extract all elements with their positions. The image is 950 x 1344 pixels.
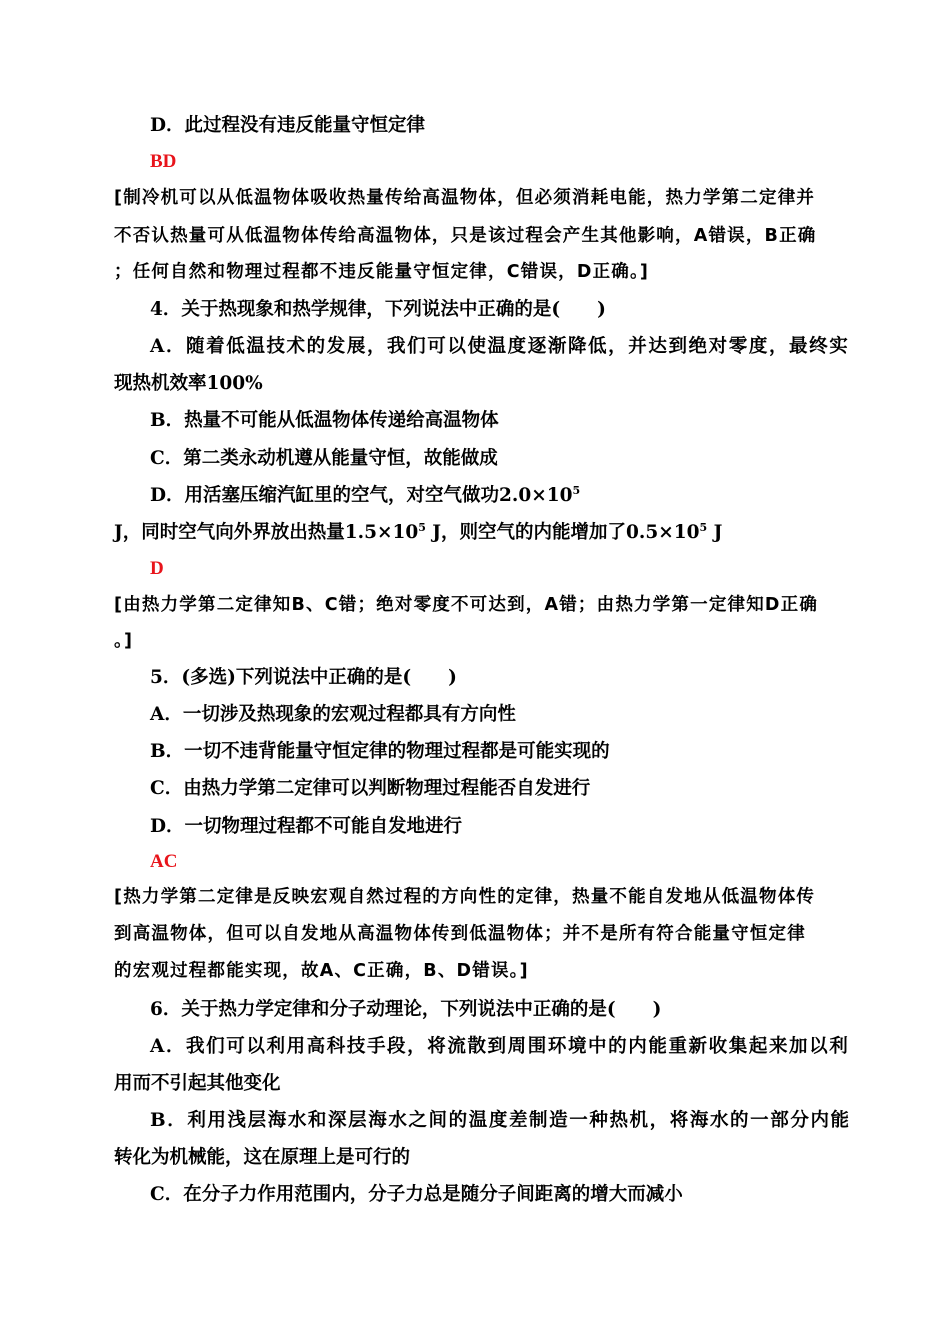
- q4-option-a-line-2: 现热机效率100%: [114, 373, 263, 394]
- q3-option-d: D．此过程没有违反能量守恒定律: [150, 115, 426, 136]
- q5-option-d: D．一切物理过程都不可能自发地进行: [150, 816, 463, 837]
- q3-answer: BD: [150, 151, 177, 172]
- q3-explanation-line-1: [制冷机可以从低温物体吸收热量传给高温物体，但必须消耗电能，热力学第二定律并: [114, 188, 816, 208]
- q4-explanation-line-1: [由热力学第二定律知B、C错；绝对零度不可达到，A错；由热力学第一定律知D正确: [114, 595, 819, 615]
- q5-option-b: B．一切不违背能量守恒定律的物理过程都是可能实现的: [150, 741, 610, 762]
- q5-option-a: A．一切涉及热现象的宏观过程都具有方向性: [150, 704, 516, 725]
- q5-stem: 5．(多选)下列说法中正确的是( ): [150, 667, 457, 688]
- q6-option-c: C．在分子力作用范围内，分子力总是随分子间距离的增大而减小: [150, 1184, 683, 1205]
- q6-option-a-line-2: 用而不引起其他变化: [114, 1073, 281, 1094]
- q5-explanation-line-3: 的宏观过程都能实现，故A、C正确，B、D错误。]: [114, 961, 529, 981]
- q4-option-c: C．第二类永动机遵从能量守恒，故能做成: [150, 448, 498, 469]
- q4-option-d-line-2: [114, 520, 834, 546]
- q4-option-d-energy-exponent: 5: [699, 521, 708, 534]
- q4-answer: D: [150, 558, 164, 579]
- q5-option-c: C．由热力学第二定律可以判断物理过程能否自发进行: [150, 778, 591, 799]
- q5-explanation-line-2: 到高温物体，但可以自发地从高温物体传到低温物体；并不是所有符合能量守恒定律: [114, 924, 806, 944]
- q6-option-a-line-1: A．我们可以利用高科技手段，将流散到周围环境中的内能重新收集起来加以利: [150, 1036, 850, 1057]
- q4-stem: 4．关于热现象和热学规律，下列说法中正确的是( ): [150, 299, 606, 320]
- q4-option-d-heat-exponent: 5: [418, 521, 426, 534]
- q6-option-b-line-1: B．利用浅层海水和深层海水之间的温度差制造一种热机，将海水的一部分内能: [150, 1110, 851, 1131]
- q4-option-d-energy-text: J，则空气的内能增加了0.5×10: [425, 522, 700, 543]
- q3-explanation-line-3: ；任何自然和物理过程都不违反能量守恒定律，C错误，D正确。]: [114, 262, 650, 282]
- q4-option-d-text: D．用活塞压缩汽缸里的空气，对空气做功2.0×10: [150, 485, 573, 506]
- q5-explanation-line-1: [热力学第二定律是反映宏观自然过程的方向性的定律，热量不能自发地从低温物体传: [114, 887, 816, 907]
- q5-answer: AC: [150, 851, 178, 872]
- q4-option-d-unit: J: [707, 522, 723, 543]
- q4-option-b: B．热量不可能从低温物体传递给高温物体: [150, 410, 499, 431]
- q4-option-d-line-1: [150, 483, 834, 509]
- q4-option-d-heat-text: J，同时空气向外界放出热量1.5×10: [114, 522, 419, 543]
- q6-option-b-line-2: 转化为机械能，这在原理上是可行的: [114, 1147, 411, 1168]
- q4-option-d-exponent: 5: [572, 484, 581, 497]
- q3-explanation-line-2: 不否认热量可从低温物体传给高温物体，只是该过程会产生其他影响，A错误，B正确: [114, 226, 817, 246]
- q6-stem: 6．关于热力学定律和分子动理论，下列说法中正确的是( ): [150, 999, 662, 1020]
- q4-option-a-line-1: A．随着低温技术的发展，我们可以使温度逐渐降低，并达到绝对零度，最终实: [150, 336, 850, 357]
- q4-explanation-line-2: 。]: [114, 631, 134, 651]
